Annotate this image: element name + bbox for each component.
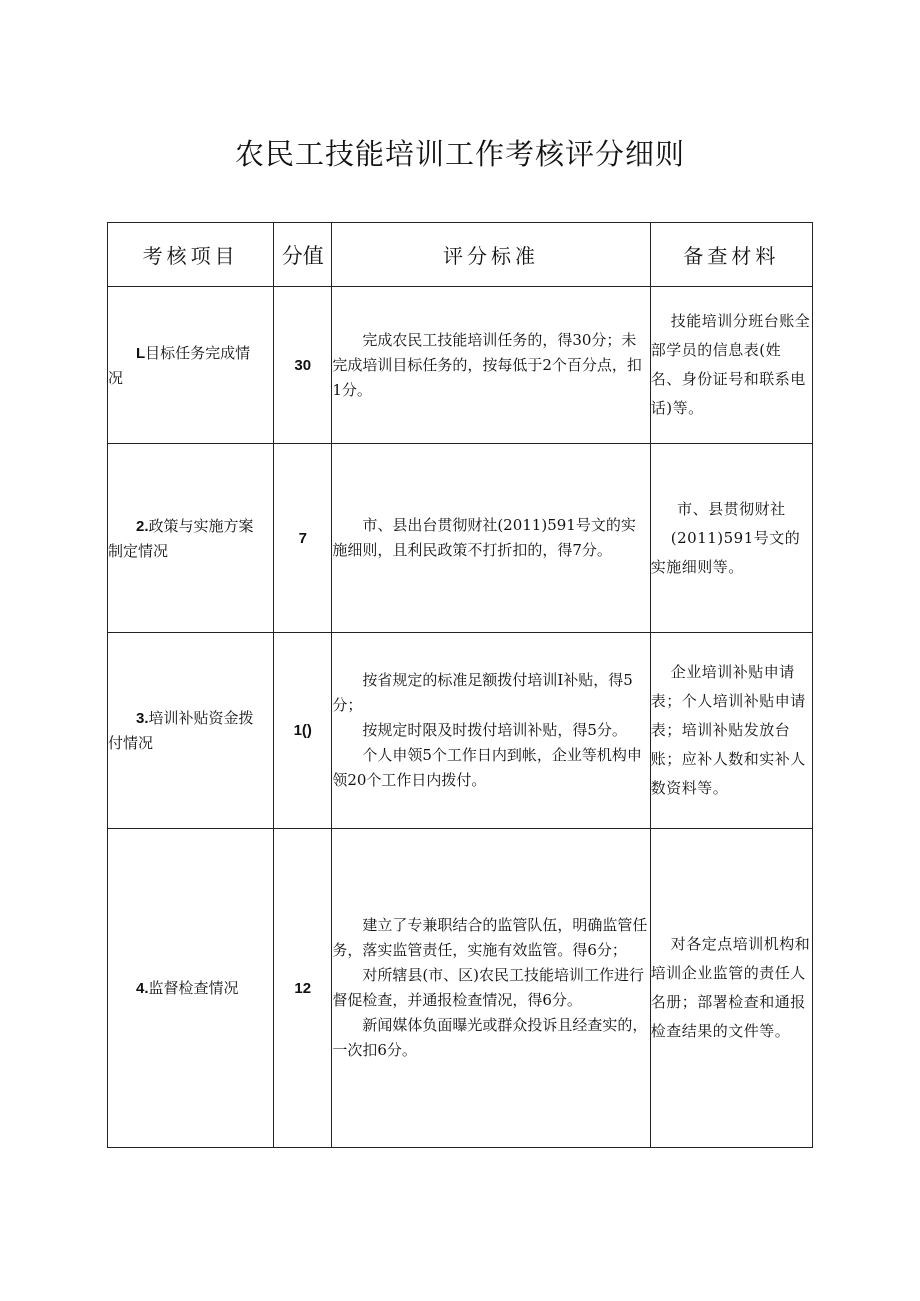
item-text: 培训补贴资金拨 (148, 709, 254, 727)
row-item (108, 633, 274, 829)
row-criteria (332, 829, 650, 1148)
row-score: 7 (274, 444, 332, 633)
row-criteria (332, 287, 650, 444)
row-item (108, 829, 274, 1148)
document-title: 农民工技能培训工作考核评分细则 (234, 137, 685, 171)
item-text: 监督检查情况 (148, 978, 239, 997)
materials-line: 对各定点培训机构和培训企业监管的责任人名册；部署检查和通报检查结果的文件等。 (650, 935, 811, 1040)
item-text: 政策与实施方案 (148, 516, 254, 535)
header-item: 考核项目 (108, 223, 274, 287)
table-header-row (108, 223, 813, 287)
row-criteria (332, 444, 650, 633)
item-text-cont: 制定情况 (108, 541, 169, 560)
scoring-table (107, 222, 813, 1148)
row-materials (650, 829, 812, 1148)
item-text: 目标任务完成情 (145, 343, 251, 362)
criteria-line: 新闻媒体负面曝光或群众投诉且经查实的，一次扣6分。 (332, 1016, 648, 1059)
materials-line: 市、县贯彻财社 (677, 499, 786, 518)
item-number: 3. (136, 710, 149, 727)
row-item (108, 444, 274, 633)
criteria-line: 完成农民工技能培训任务的，得30分；未完成培训目标任务的，按每低于2个百分点，扣1分。 (332, 330, 642, 399)
criteria-line: 对所辖县(市、区)农民工技能培训工作进行督促检查，并通报检查情况，得6分。 (332, 966, 645, 1009)
materials-line: 技能培训分班台账全部学员的信息表(姓名、身份证号和联系电话)等。 (650, 312, 811, 417)
row-score: 30 (274, 287, 332, 444)
criteria-line: 建立了专兼职结合的监管队伍，明确监管任务，落实监管责任，实施有效监管。得6分； (332, 916, 648, 959)
materials-line: 企业培训补贴申请表；个人培训补贴申请表；培训补贴发放台账；应补人数和实补人数资料等。 (650, 663, 806, 797)
table-row (108, 287, 813, 444)
criteria-line: 市、县出台贯彻财社(2011)591号文的实施细则，且利民政策不打折扣的，得7分。 (332, 516, 636, 559)
row-materials (650, 444, 812, 633)
table-row (108, 829, 813, 1148)
table-row (108, 633, 813, 829)
row-item (108, 287, 274, 444)
item-number: 2. (136, 517, 149, 535)
row-materials (650, 287, 812, 444)
header-score: 分值 (274, 223, 332, 287)
criteria-line: 按省规定的标准足额拨付培训I补贴，得5分； (332, 671, 633, 714)
header-criteria: 评分标准 (332, 223, 650, 287)
row-score: 12 (274, 829, 332, 1148)
item-number: 4. (136, 979, 149, 997)
item-number: L (136, 344, 146, 362)
criteria-line: 按规定时限及时拨付培训补贴，得5分。 (362, 721, 627, 739)
row-score: 1() (274, 633, 332, 829)
table-row (108, 444, 813, 633)
item-text-cont: 付情况 (108, 734, 154, 752)
criteria-line: 个人申领5个工作日内到帐，企业等机构申领20个工作日内拨付。 (332, 746, 642, 789)
header-materials: 备查材料 (650, 223, 812, 287)
materials-line: (2011)591号文的实施细则等。 (650, 528, 801, 576)
item-text-cont: 况 (108, 368, 124, 387)
row-criteria (332, 633, 650, 829)
row-materials (650, 633, 812, 829)
